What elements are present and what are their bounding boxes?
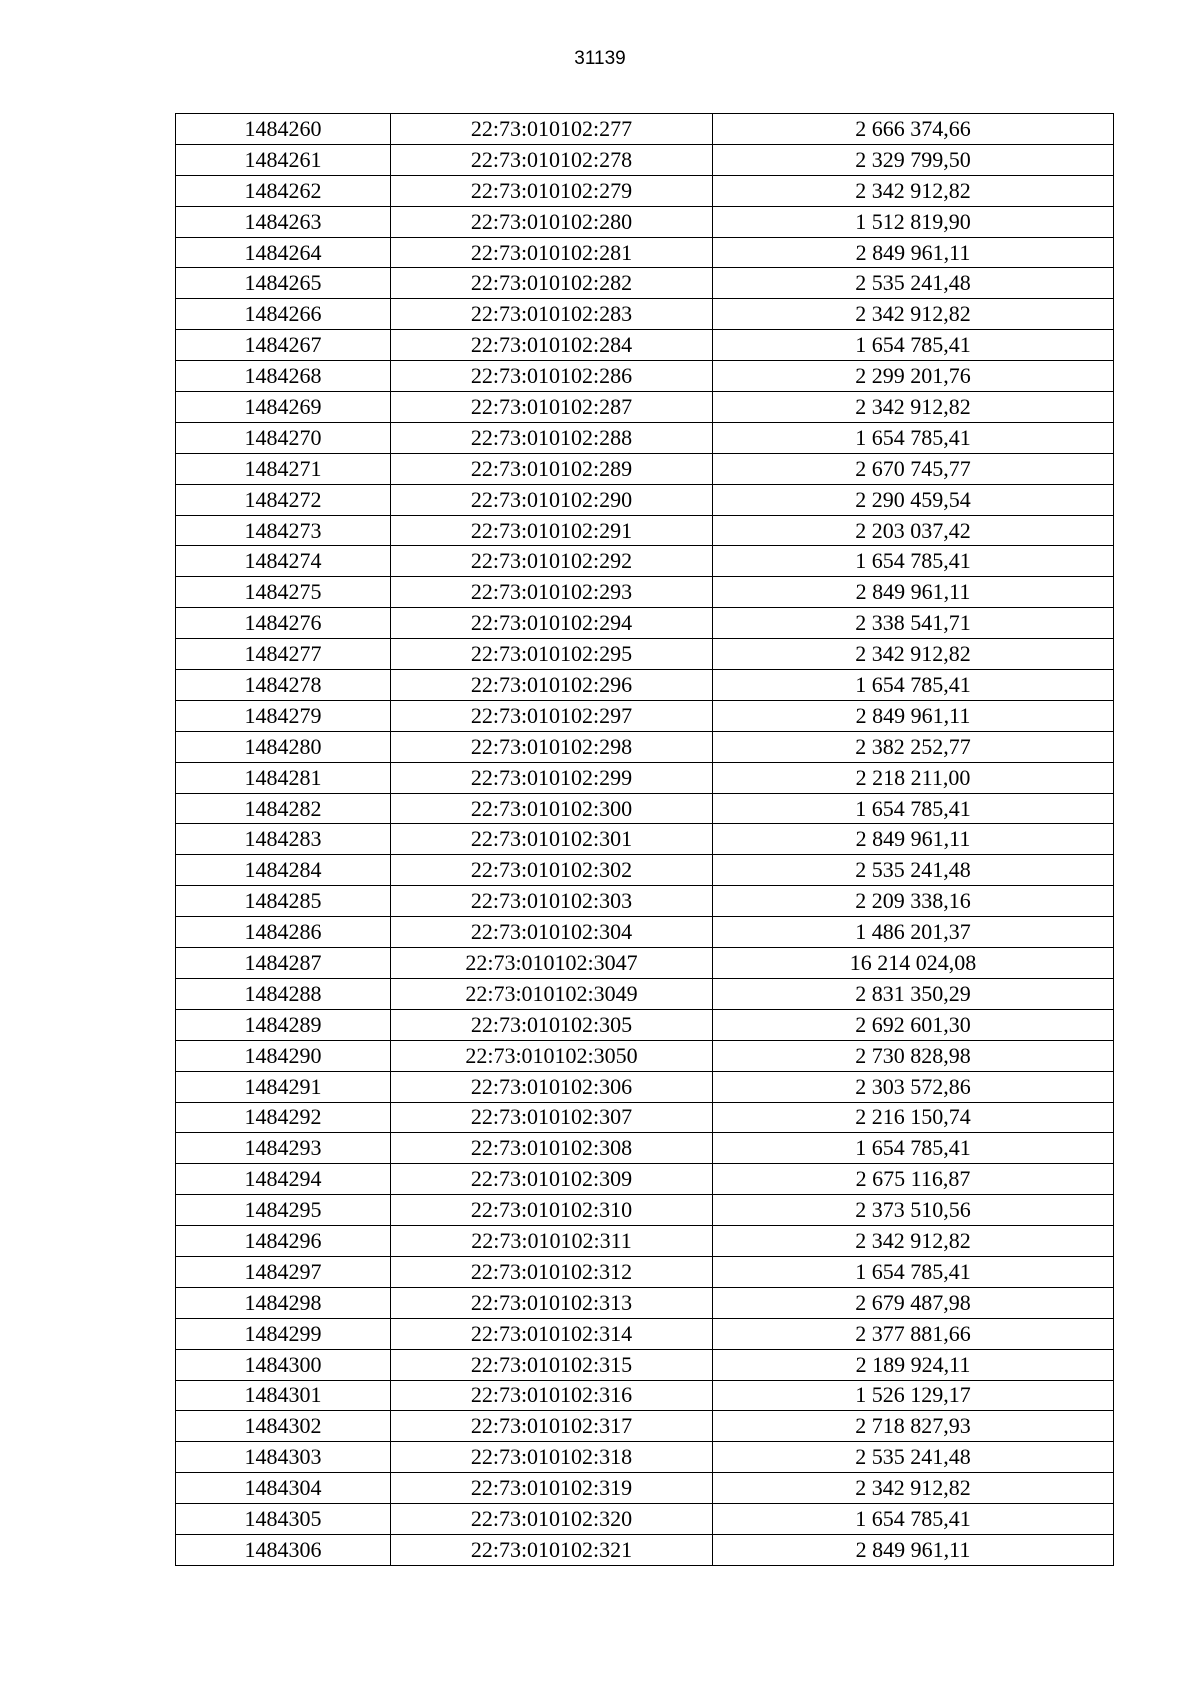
cadastral-value-cell: 1 654 785,41 bbox=[713, 1504, 1114, 1535]
table-row bbox=[176, 793, 1114, 824]
row-number-cell: 1484275 bbox=[176, 577, 391, 608]
table-row bbox=[176, 453, 1114, 484]
row-number-cell: 1484282 bbox=[176, 793, 391, 824]
table-row bbox=[176, 1133, 1114, 1164]
cadastral-value-cell: 2 342 912,82 bbox=[713, 639, 1114, 670]
page-number: 31139 bbox=[574, 48, 626, 69]
table-row bbox=[176, 700, 1114, 731]
cadastral-value-cell: 2 831 350,29 bbox=[713, 978, 1114, 1009]
table-row bbox=[176, 1504, 1114, 1535]
cadastral-value-cell: 2 382 252,77 bbox=[713, 731, 1114, 762]
cadastral-value-cell: 2 342 912,82 bbox=[713, 1226, 1114, 1257]
row-number-cell: 1484280 bbox=[176, 731, 391, 762]
table-row bbox=[176, 546, 1114, 577]
cadastral-number-cell: 22:73:010102:319 bbox=[391, 1473, 713, 1504]
cadastral-number-cell: 22:73:010102:288 bbox=[391, 422, 713, 453]
row-number-cell: 1484303 bbox=[176, 1442, 391, 1473]
table-row bbox=[176, 608, 1114, 639]
cadastral-value-cell: 1 654 785,41 bbox=[713, 330, 1114, 361]
row-number-cell: 1484293 bbox=[176, 1133, 391, 1164]
cadastral-value-cell: 2 189 924,11 bbox=[713, 1349, 1114, 1380]
cadastral-number-cell: 22:73:010102:294 bbox=[391, 608, 713, 639]
cadastral-value-cell: 1 654 785,41 bbox=[713, 1256, 1114, 1287]
cadastral-value-cell: 2 849 961,11 bbox=[713, 1534, 1114, 1565]
cadastral-value-cell: 2 299 201,76 bbox=[713, 361, 1114, 392]
row-number-cell: 1484267 bbox=[176, 330, 391, 361]
cadastral-number-cell: 22:73:010102:302 bbox=[391, 855, 713, 886]
row-number-cell: 1484260 bbox=[176, 114, 391, 145]
row-number-cell: 1484277 bbox=[176, 639, 391, 670]
cadastral-value-cell: 2 670 745,77 bbox=[713, 453, 1114, 484]
cadastral-number-cell: 22:73:010102:313 bbox=[391, 1287, 713, 1318]
row-number-cell: 1484266 bbox=[176, 299, 391, 330]
table-row bbox=[176, 1287, 1114, 1318]
cadastral-number-cell: 22:73:010102:3050 bbox=[391, 1040, 713, 1071]
table-row bbox=[176, 237, 1114, 268]
table-row bbox=[176, 1442, 1114, 1473]
table-row bbox=[176, 392, 1114, 423]
table-row bbox=[176, 1009, 1114, 1040]
cadastral-number-cell: 22:73:010102:310 bbox=[391, 1195, 713, 1226]
row-number-cell: 1484284 bbox=[176, 855, 391, 886]
cadastral-value-cell: 2 849 961,11 bbox=[713, 237, 1114, 268]
table-row bbox=[176, 515, 1114, 546]
row-number-cell: 1484301 bbox=[176, 1380, 391, 1411]
table-row bbox=[176, 917, 1114, 948]
table-row bbox=[176, 268, 1114, 299]
cadastral-number-cell: 22:73:010102:286 bbox=[391, 361, 713, 392]
row-number-cell: 1484262 bbox=[176, 175, 391, 206]
cadastral-number-cell: 22:73:010102:277 bbox=[391, 114, 713, 145]
cadastral-number-cell: 22:73:010102:297 bbox=[391, 700, 713, 731]
row-number-cell: 1484297 bbox=[176, 1256, 391, 1287]
cadastral-number-cell: 22:73:010102:279 bbox=[391, 175, 713, 206]
row-number-cell: 1484295 bbox=[176, 1195, 391, 1226]
table-row bbox=[176, 1380, 1114, 1411]
row-number-cell: 1484279 bbox=[176, 700, 391, 731]
row-number-cell: 1484298 bbox=[176, 1287, 391, 1318]
cadastral-number-cell: 22:73:010102:278 bbox=[391, 144, 713, 175]
table-row bbox=[176, 1318, 1114, 1349]
cadastral-value-cell: 16 214 024,08 bbox=[713, 948, 1114, 979]
cadastral-value-cell: 1 512 819,90 bbox=[713, 206, 1114, 237]
cadastral-number-cell: 22:73:010102:311 bbox=[391, 1226, 713, 1257]
table-row bbox=[176, 886, 1114, 917]
row-number-cell: 1484302 bbox=[176, 1411, 391, 1442]
table-row bbox=[176, 762, 1114, 793]
cadastral-number-cell: 22:73:010102:317 bbox=[391, 1411, 713, 1442]
table-row bbox=[176, 577, 1114, 608]
cadastral-number-cell: 22:73:010102:3047 bbox=[391, 948, 713, 979]
row-number-cell: 1484296 bbox=[176, 1226, 391, 1257]
cadastral-value-cell: 2 692 601,30 bbox=[713, 1009, 1114, 1040]
row-number-cell: 1484271 bbox=[176, 453, 391, 484]
table-row bbox=[176, 422, 1114, 453]
cadastral-number-cell: 22:73:010102:320 bbox=[391, 1504, 713, 1535]
cadastral-value-cell: 1 654 785,41 bbox=[713, 546, 1114, 577]
table-row bbox=[176, 1195, 1114, 1226]
row-number-cell: 1484270 bbox=[176, 422, 391, 453]
cadastral-value-cell: 2 377 881,66 bbox=[713, 1318, 1114, 1349]
cadastral-number-cell: 22:73:010102:298 bbox=[391, 731, 713, 762]
row-number-cell: 1484300 bbox=[176, 1349, 391, 1380]
table-row bbox=[176, 299, 1114, 330]
cadastral-value-cell: 2 303 572,86 bbox=[713, 1071, 1114, 1102]
row-number-cell: 1484288 bbox=[176, 978, 391, 1009]
table-row bbox=[176, 670, 1114, 701]
table-row bbox=[176, 731, 1114, 762]
cadastral-number-cell: 22:73:010102:3049 bbox=[391, 978, 713, 1009]
cadastral-number-cell: 22:73:010102:315 bbox=[391, 1349, 713, 1380]
cadastral-value-cell: 2 209 338,16 bbox=[713, 886, 1114, 917]
row-number-cell: 1484285 bbox=[176, 886, 391, 917]
table-row bbox=[176, 1256, 1114, 1287]
table-row bbox=[176, 1071, 1114, 1102]
table-row bbox=[176, 144, 1114, 175]
cadastral-number-cell: 22:73:010102:312 bbox=[391, 1256, 713, 1287]
table-row bbox=[176, 639, 1114, 670]
row-number-cell: 1484286 bbox=[176, 917, 391, 948]
cadastral-value-table bbox=[175, 113, 1114, 1566]
cadastral-value-cell: 2 203 037,42 bbox=[713, 515, 1114, 546]
table-row bbox=[176, 1349, 1114, 1380]
cadastral-number-cell: 22:73:010102:290 bbox=[391, 484, 713, 515]
cadastral-value-cell: 2 373 510,56 bbox=[713, 1195, 1114, 1226]
row-number-cell: 1484269 bbox=[176, 392, 391, 423]
cadastral-value-cell: 2 849 961,11 bbox=[713, 577, 1114, 608]
row-number-cell: 1484276 bbox=[176, 608, 391, 639]
table-row bbox=[176, 206, 1114, 237]
table-row bbox=[176, 114, 1114, 145]
cadastral-value-cell: 2 666 374,66 bbox=[713, 114, 1114, 145]
cadastral-number-cell: 22:73:010102:316 bbox=[391, 1380, 713, 1411]
row-number-cell: 1484272 bbox=[176, 484, 391, 515]
row-number-cell: 1484306 bbox=[176, 1534, 391, 1565]
cadastral-value-cell: 2 675 116,87 bbox=[713, 1164, 1114, 1195]
cadastral-number-cell: 22:73:010102:318 bbox=[391, 1442, 713, 1473]
cadastral-number-cell: 22:73:010102:309 bbox=[391, 1164, 713, 1195]
cadastral-number-cell: 22:73:010102:299 bbox=[391, 762, 713, 793]
cadastral-value-cell: 1 654 785,41 bbox=[713, 1133, 1114, 1164]
cadastral-value-cell: 2 849 961,11 bbox=[713, 700, 1114, 731]
cadastral-value-cell: 2 679 487,98 bbox=[713, 1287, 1114, 1318]
table-row bbox=[176, 855, 1114, 886]
row-number-cell: 1484274 bbox=[176, 546, 391, 577]
cadastral-value-cell: 2 535 241,48 bbox=[713, 268, 1114, 299]
table-row bbox=[176, 1473, 1114, 1504]
cadastral-number-cell: 22:73:010102:296 bbox=[391, 670, 713, 701]
row-number-cell: 1484304 bbox=[176, 1473, 391, 1504]
cadastral-value-cell: 2 218 211,00 bbox=[713, 762, 1114, 793]
cadastral-number-cell: 22:73:010102:321 bbox=[391, 1534, 713, 1565]
row-number-cell: 1484263 bbox=[176, 206, 391, 237]
cadastral-number-cell: 22:73:010102:282 bbox=[391, 268, 713, 299]
cadastral-number-cell: 22:73:010102:291 bbox=[391, 515, 713, 546]
row-number-cell: 1484290 bbox=[176, 1040, 391, 1071]
cadastral-value-cell: 2 730 828,98 bbox=[713, 1040, 1114, 1071]
cadastral-number-cell: 22:73:010102:284 bbox=[391, 330, 713, 361]
table-row bbox=[176, 1226, 1114, 1257]
row-number-cell: 1484265 bbox=[176, 268, 391, 299]
cadastral-number-cell: 22:73:010102:287 bbox=[391, 392, 713, 423]
cadastral-number-cell: 22:73:010102:305 bbox=[391, 1009, 713, 1040]
table-row bbox=[176, 1040, 1114, 1071]
row-number-cell: 1484283 bbox=[176, 824, 391, 855]
cadastral-value-cell: 1 486 201,37 bbox=[713, 917, 1114, 948]
cadastral-value-cell: 2 216 150,74 bbox=[713, 1102, 1114, 1133]
row-number-cell: 1484261 bbox=[176, 144, 391, 175]
cadastral-value-cell: 1 526 129,17 bbox=[713, 1380, 1114, 1411]
table-row bbox=[176, 484, 1114, 515]
cadastral-value-cell: 2 290 459,54 bbox=[713, 484, 1114, 515]
row-number-cell: 1484287 bbox=[176, 948, 391, 979]
table-row bbox=[176, 978, 1114, 1009]
table-row bbox=[176, 1102, 1114, 1133]
row-number-cell: 1484278 bbox=[176, 670, 391, 701]
cadastral-value-cell: 2 535 241,48 bbox=[713, 855, 1114, 886]
cadastral-value-cell: 2 342 912,82 bbox=[713, 1473, 1114, 1504]
cadastral-number-cell: 22:73:010102:283 bbox=[391, 299, 713, 330]
row-number-cell: 1484299 bbox=[176, 1318, 391, 1349]
row-number-cell: 1484268 bbox=[176, 361, 391, 392]
cadastral-number-cell: 22:73:010102:300 bbox=[391, 793, 713, 824]
cadastral-value-cell: 2 329 799,50 bbox=[713, 144, 1114, 175]
cadastral-number-cell: 22:73:010102:303 bbox=[391, 886, 713, 917]
row-number-cell: 1484289 bbox=[176, 1009, 391, 1040]
cadastral-number-cell: 22:73:010102:304 bbox=[391, 917, 713, 948]
table-row bbox=[176, 1164, 1114, 1195]
cadastral-number-cell: 22:73:010102:306 bbox=[391, 1071, 713, 1102]
table-body bbox=[176, 114, 1114, 1566]
table-row bbox=[176, 1534, 1114, 1565]
table-row bbox=[176, 1411, 1114, 1442]
row-number-cell: 1484294 bbox=[176, 1164, 391, 1195]
cadastral-value-cell: 2 342 912,82 bbox=[713, 175, 1114, 206]
cadastral-number-cell: 22:73:010102:289 bbox=[391, 453, 713, 484]
cadastral-value-cell: 1 654 785,41 bbox=[713, 793, 1114, 824]
table-row bbox=[176, 824, 1114, 855]
row-number-cell: 1484281 bbox=[176, 762, 391, 793]
row-number-cell: 1484292 bbox=[176, 1102, 391, 1133]
cadastral-value-cell: 2 338 541,71 bbox=[713, 608, 1114, 639]
cadastral-number-cell: 22:73:010102:314 bbox=[391, 1318, 713, 1349]
cadastral-value-cell: 1 654 785,41 bbox=[713, 670, 1114, 701]
cadastral-number-cell: 22:73:010102:307 bbox=[391, 1102, 713, 1133]
cadastral-number-cell: 22:73:010102:292 bbox=[391, 546, 713, 577]
cadastral-number-cell: 22:73:010102:308 bbox=[391, 1133, 713, 1164]
row-number-cell: 1484273 bbox=[176, 515, 391, 546]
cadastral-value-cell: 2 342 912,82 bbox=[713, 299, 1114, 330]
cadastral-value-cell: 1 654 785,41 bbox=[713, 422, 1114, 453]
row-number-cell: 1484291 bbox=[176, 1071, 391, 1102]
cadastral-number-cell: 22:73:010102:295 bbox=[391, 639, 713, 670]
table-row bbox=[176, 948, 1114, 979]
cadastral-value-cell: 2 342 912,82 bbox=[713, 392, 1114, 423]
table-row bbox=[176, 330, 1114, 361]
table-row bbox=[176, 175, 1114, 206]
cadastral-value-cell: 2 535 241,48 bbox=[713, 1442, 1114, 1473]
cadastral-number-cell: 22:73:010102:281 bbox=[391, 237, 713, 268]
cadastral-number-cell: 22:73:010102:280 bbox=[391, 206, 713, 237]
row-number-cell: 1484264 bbox=[176, 237, 391, 268]
cadastral-value-cell: 2 849 961,11 bbox=[713, 824, 1114, 855]
table-row bbox=[176, 361, 1114, 392]
cadastral-number-cell: 22:73:010102:301 bbox=[391, 824, 713, 855]
cadastral-number-cell: 22:73:010102:293 bbox=[391, 577, 713, 608]
cadastral-value-cell: 2 718 827,93 bbox=[713, 1411, 1114, 1442]
row-number-cell: 1484305 bbox=[176, 1504, 391, 1535]
